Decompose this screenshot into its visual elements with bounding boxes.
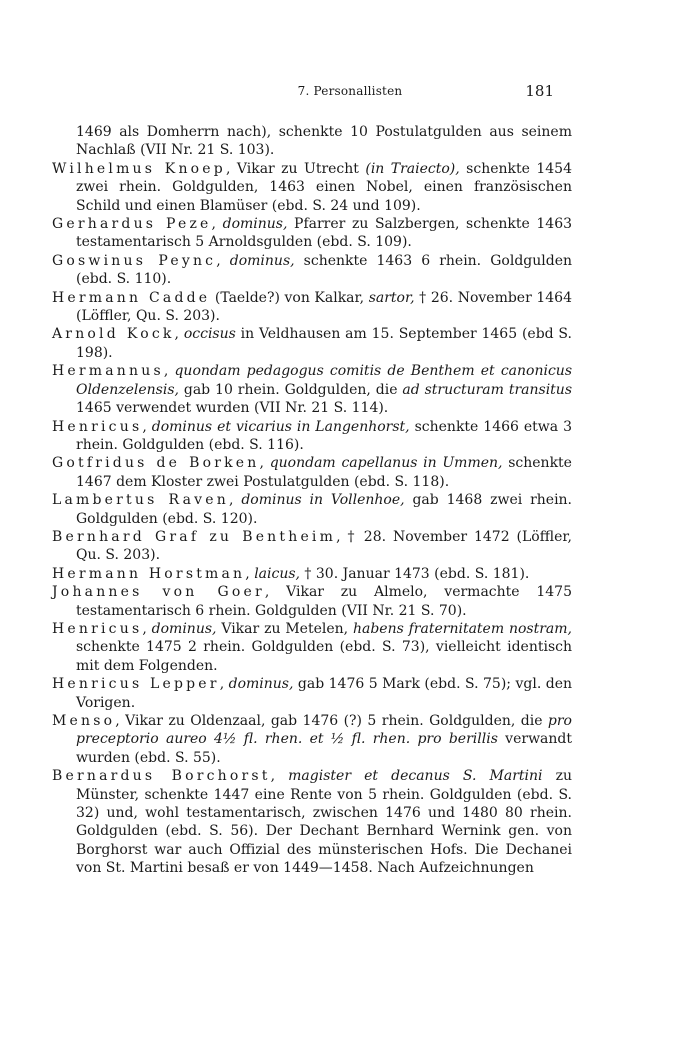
running-header xyxy=(0,82,700,106)
latin-phrase: dominus et vicarius in Langenhorst, xyxy=(151,418,410,435)
latin-phrase: ad structuram transitus xyxy=(402,381,573,398)
person-list xyxy=(52,123,572,878)
entry-text: schenkte 1467 dem Kloster zwei Postulatgulden (ebd. S. 118). xyxy=(76,455,572,490)
person-name: Bernardus Borchorst xyxy=(52,768,271,785)
list-entry xyxy=(52,160,572,215)
entry-text: , xyxy=(245,565,255,582)
latin-phrase: dominus, xyxy=(229,252,295,269)
entry-text: Pfarrer zu Salzbergen, schenkte 1463 testamentarisch 5 Arnoldsgulden (ebd. S. 109). xyxy=(76,216,573,251)
entry-text: , xyxy=(211,216,223,233)
entry-text: † 30. Januar 1473 (ebd. S. 181). xyxy=(299,565,530,582)
person-name: Hermannus xyxy=(52,363,164,380)
person-name: Arnold Kock xyxy=(52,326,175,343)
entry-text: , xyxy=(259,455,270,472)
entry-text: , xyxy=(174,326,184,343)
list-entry xyxy=(52,583,572,620)
entry-text: , Vikar zu Utrecht xyxy=(225,160,366,177)
entry-text: (Taelde?) von Kalkar, xyxy=(210,289,369,306)
person-name: Gerhardus Peze xyxy=(52,216,212,233)
person-name: Henricus xyxy=(52,418,143,435)
latin-phrase: sartor, xyxy=(368,289,415,306)
latin-phrase: dominus, xyxy=(222,216,288,233)
entry-text: , xyxy=(216,252,230,269)
list-entry xyxy=(52,675,572,712)
person-name: Wilhelmus Knoep xyxy=(52,160,226,177)
person-name: Johannes von Goer xyxy=(52,584,265,601)
entry-text: gab 1476 5 Mark (ebd. S. 75); vgl. den Vorigen. xyxy=(76,676,573,711)
list-entry xyxy=(52,620,572,675)
entry-text: , xyxy=(142,418,152,435)
person-name: Henricus Lepper xyxy=(52,676,220,693)
entry-text: , xyxy=(228,492,242,509)
list-entry xyxy=(52,362,572,417)
entry-text: 1469 als Domherrn nach), schenkte 10 Postulatgulden aus seinem Nachlaß (VII Nr. 21 S. 103). xyxy=(76,124,572,159)
entry-text: , xyxy=(163,363,175,380)
person-name: Hermann Cadde xyxy=(52,289,211,306)
entry-text: † 26. November 1464 (Löffler, Qu. S. 203). xyxy=(76,289,572,325)
section-title: 7. Personallisten xyxy=(297,84,403,98)
latin-phrase: quondam pedagogus comitis de Benthem et canonicus Oldenzelensis, xyxy=(76,363,573,398)
entry-text: gab 1468 zwei rhein. Goldgulden (ebd. S. 120). xyxy=(76,492,573,527)
entry-text: schenkte 1466 etwa 3 rhein. Goldgulden (ebd. S. 116). xyxy=(76,418,572,453)
list-entry xyxy=(52,289,572,326)
person-name: Gotfridus de Borken xyxy=(52,455,260,472)
list-entry xyxy=(52,325,572,362)
entry-text: 1465 verwendet wurden (VII Nr. 21 S. 114). xyxy=(76,400,389,417)
latin-phrase: dominus, xyxy=(151,620,217,637)
entry-text: , xyxy=(142,620,152,637)
person-name: Henricus xyxy=(52,620,143,637)
entry-text: , xyxy=(270,768,289,785)
entry-text: schenkte 1463 6 rhein. Goldgulden (ebd. S. 110). xyxy=(76,252,572,288)
latin-phrase: dominus, xyxy=(228,676,294,693)
list-entry xyxy=(52,491,572,528)
list-entry xyxy=(52,712,572,767)
list-entry xyxy=(52,123,572,160)
latin-phrase: magister et decanus S. Martini xyxy=(288,768,543,785)
list-entry xyxy=(52,215,572,252)
latin-phrase: quondam capellanus in Ummen, xyxy=(269,455,503,472)
entry-text: Vikar zu Metelen, xyxy=(216,620,353,637)
entry-text: , Vikar zu Oldenzaal, gab 1476 (?) 5 rhein. Goldgulden, die xyxy=(115,713,548,729)
list-entry xyxy=(52,454,572,491)
person-name: Goswinus Peync xyxy=(52,252,217,269)
list-entry xyxy=(52,565,572,583)
entry-text: zu Münster, schenkte 1447 eine Rente von 5 rhein. Goldgulden (ebd. S. 32) und, wohl testamentarisch, zwischen 1476 und 1480 80 rhein. Goldgulden (ebd. S. 56). Der Dechant Bernhard Wernink gen. von Borghorst war auch Offizial des münsterischen Hofs. Die Dechanei von St. Martini besaß er von 1449—1458. Nach Aufzeichnungen xyxy=(76,768,572,877)
list-entry xyxy=(52,767,572,877)
entry-text: schenkte 1475 2 rhein. Goldgulden (ebd. S. 73), vielleicht identisch mit dem Folgenden. xyxy=(76,639,572,674)
entry-text: schenkte 1454 zwei rhein. Goldgulden, 1463 einen Nobel, einen französischen Schild und einen Blamüser (ebd. S. 24 und 109). xyxy=(76,160,572,214)
latin-phrase: laicus, xyxy=(254,565,300,582)
entry-text: verwandt wurden (ebd. S. 55). xyxy=(76,731,572,766)
latin-phrase: habens fraternitatem nostram, xyxy=(352,620,572,637)
entry-text: , † 28. November 1472 (Löffler, Qu. S. 203). xyxy=(76,528,573,564)
entry-text: , Vikar zu Almelo, vermachte 1475 testamentarisch 6 rhein. Goldgulden (VII Nr. 21 S. 70). xyxy=(76,584,572,619)
person-name: Bernhard Graf zu Bentheim xyxy=(52,528,337,545)
person-name: Menso xyxy=(52,713,116,729)
entry-text: gab 10 rhein. Goldgulden, die xyxy=(178,381,403,398)
list-entry xyxy=(52,418,572,455)
latin-phrase: dominus in Vollenhoe, xyxy=(241,492,405,509)
latin-phrase: occisus xyxy=(183,326,236,343)
entry-text: in Veldhausen am 15. September 1465 (ebd S. 198). xyxy=(76,326,572,361)
person-name: Hermann Horstman xyxy=(52,565,246,582)
page-number: 181 xyxy=(525,82,554,100)
latin-phrase: pro preceptorio aureo 4½ fl. rhen. et ½ fl. rhen. pro berillis xyxy=(76,713,572,748)
list-entry xyxy=(52,252,572,289)
list-entry xyxy=(52,528,572,565)
person-name: Lambertus Raven xyxy=(52,492,229,509)
entry-text: , xyxy=(219,676,229,693)
latin-phrase: (in Traiecto), xyxy=(365,160,460,177)
